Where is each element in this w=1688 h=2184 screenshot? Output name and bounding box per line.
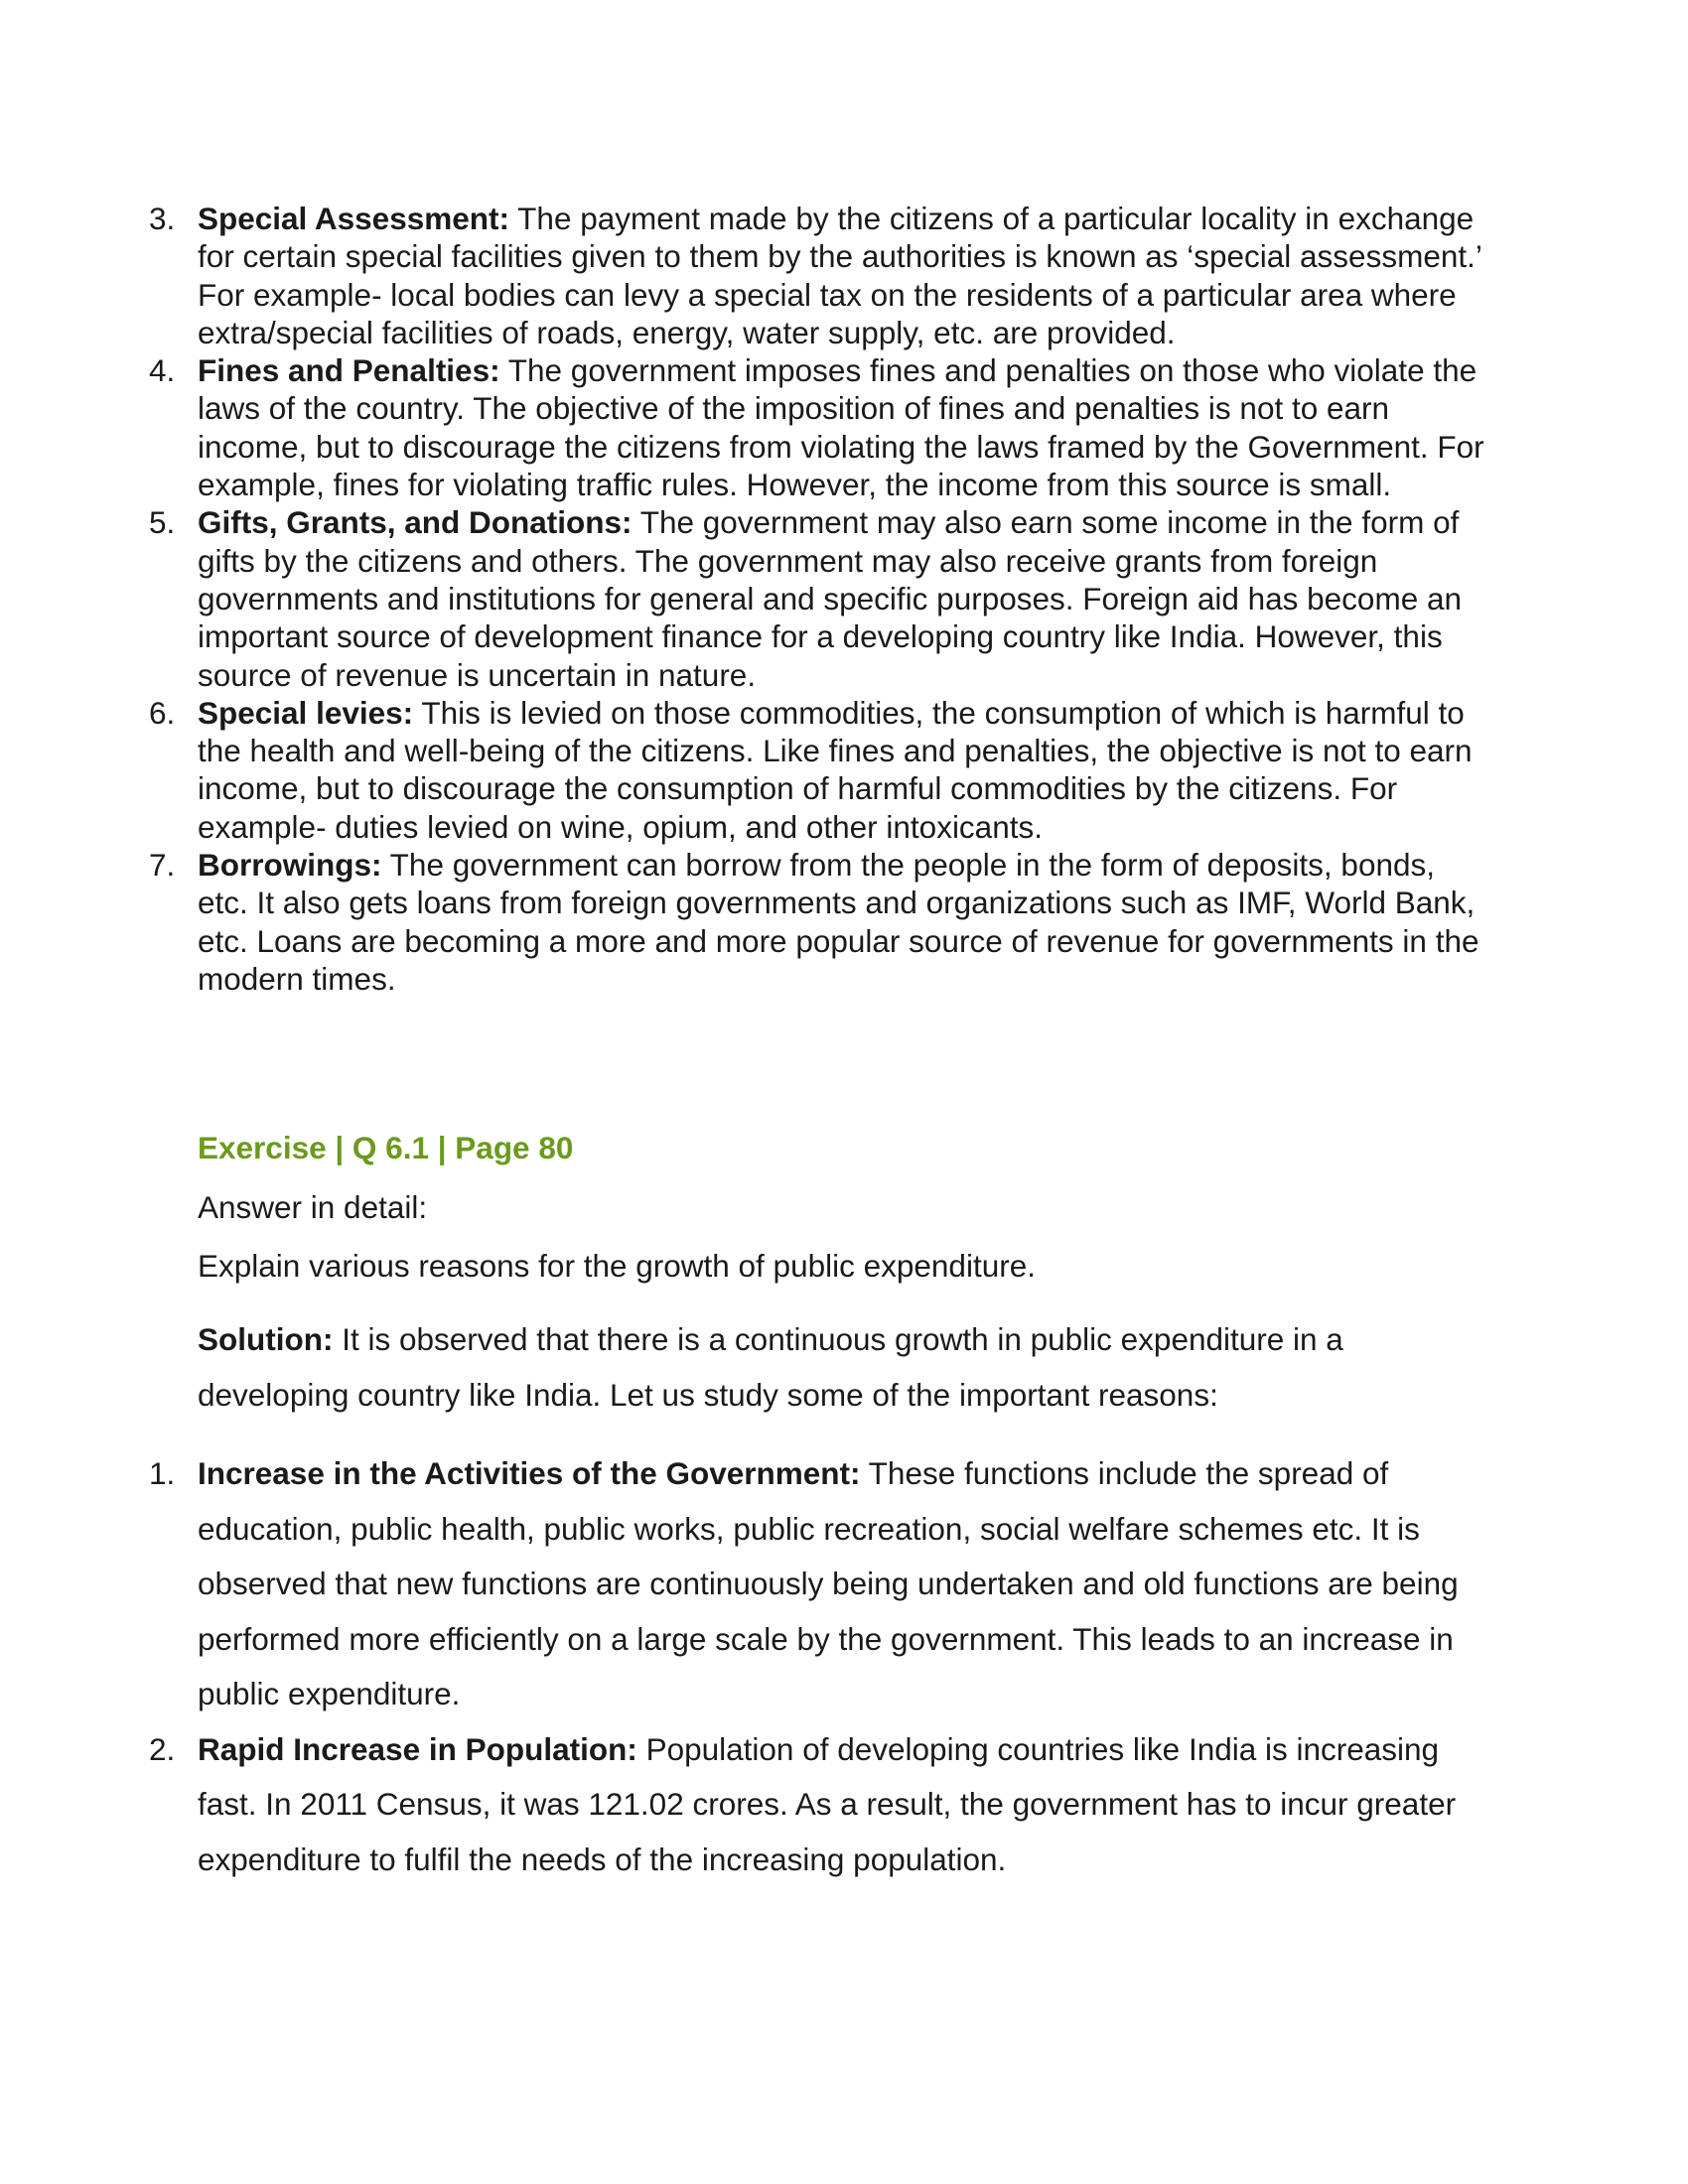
item-term: Gifts, Grants, and Donations:	[198, 504, 633, 541]
item-text: The payment made by the citizens of a particular locality in exchange for certain special facilities given to them by the authorities is known as ‘special assessment.’ For example- local bodies can levy a special tax on the residents of a particular area where extra/special facilities of roads, energy, water supply, etc. are provided.	[198, 201, 1481, 350]
item-term: Fines and Penalties:	[198, 352, 500, 389]
item-term: Special Assessment:	[198, 201, 509, 236]
item-term: Rapid Increase in Population:	[198, 1730, 637, 1767]
item-number: 6.	[149, 694, 176, 731]
item-number: 2.	[149, 1730, 176, 1767]
item-text: These functions include the spread of education, public health, public works, public recreation, social welfare schemes etc. It is observed that new functions are continuously being undertaken and old functions are being performed more efficiently on a large scale by the government. This leads to an increase in public expenditure.	[198, 1455, 1459, 1711]
item-term: Special levies:	[198, 694, 414, 731]
item-number: 1.	[149, 1455, 176, 1491]
list-item	[0, 200, 1688, 351]
item-term: Increase in the Activities of the Government:	[198, 1455, 861, 1491]
list-item	[0, 503, 1688, 693]
list-item	[0, 694, 1688, 846]
list-item	[0, 351, 1688, 503]
item-number: 7.	[149, 847, 176, 884]
solution-label: Solution:	[198, 1321, 334, 1357]
item-text: The government imposes fines and penalties on those who violate the laws of the country. The objective of the imposition of fines and penalties is not to earn income, but to discourage the citizens from violating the laws framed by the Government. For example, fines for violating traffic rules. However, the income from this source is small.	[198, 352, 1484, 503]
item-text: This is levied on those commodities, the consumption of which is harmful to the health and well-being of the citizens. Like fines and penalties, the objective is not to earn income, but to discourage the consumption of harmful commodities by the citizens. For example- duties levied on wine, opium, and other intoxicants.	[198, 694, 1473, 845]
item-text: The government may also earn some income in the form of gifts by the citizens and others. The government may also receive grants from foreign governments and institutions for general and specific purposes. Foreign aid has become an important source of development finance for a developing country like India. However, this source of revenue is uncertain in nature.	[198, 504, 1462, 693]
expenditure-reasons-list	[0, 1446, 1688, 1887]
revenue-sources-list	[0, 200, 1688, 998]
item-text: Population of developing countries like India is increasing fast. In 2011 Census, it was 121.02 crores. As a result, the government has to incur greater expenditure to fulfil the needs of the increasing population.	[198, 1730, 1457, 1877]
list-item	[0, 1446, 1688, 1722]
item-text: The government can borrow from the people in the form of deposits, bonds, etc. It also gets loans from foreign governments and organizations such as IMF, World Bank, etc. Loans are becoming a more and more popular source of revenue for governments in the modern times.	[198, 847, 1479, 997]
answer-label: Answer in detail:	[198, 1189, 428, 1225]
exercise-title: Exercise | Q 6.1 | Page 80	[198, 1130, 574, 1165]
item-number: 4.	[149, 352, 176, 389]
item-term: Borrowings:	[198, 847, 382, 884]
list-item	[0, 846, 1688, 998]
question-text: Explain various reasons for the growth of public expenditure.	[198, 1248, 1036, 1284]
solution-text: It is observed that there is a continuous growth in public expenditure in a developing country like India. Let us study some of the important reasons:	[198, 1321, 1343, 1413]
item-number: 5.	[149, 504, 176, 541]
list-item	[0, 1722, 1688, 1888]
solution-paragraph	[198, 1312, 1488, 1423]
item-number: 3.	[149, 201, 176, 236]
